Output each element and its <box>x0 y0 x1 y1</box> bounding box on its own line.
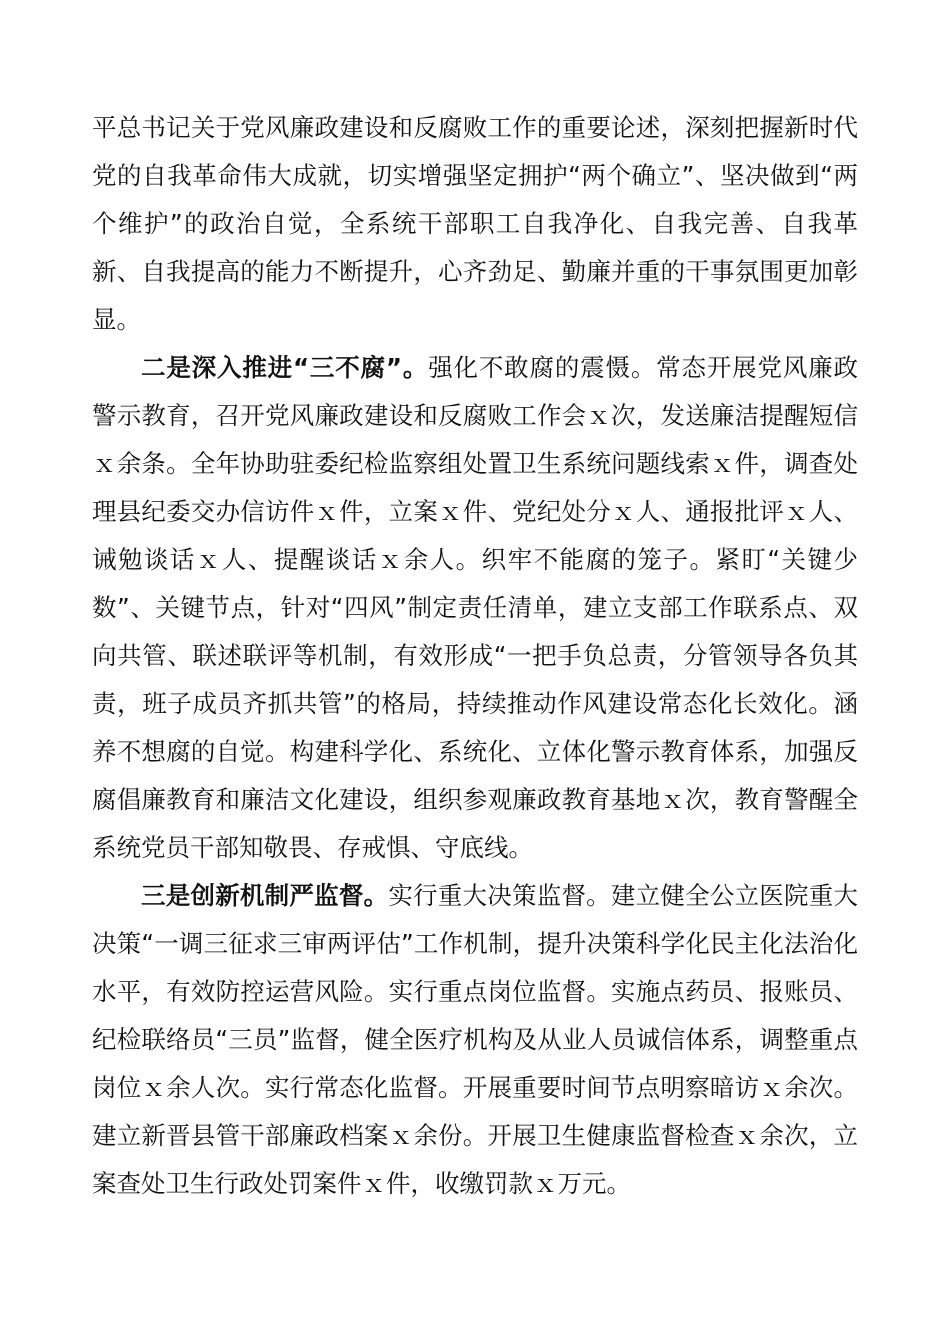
paragraph-2-text: 强化不敢腐的震慑。常态开展党风廉政警示教育，召开党风廉政建设和反腐败工作会ｘ次，发送廉洁提醒短信ｘ余条。全年协助驻委纪检监察组处置卫生系统问题线索ｘ件，调查处理县纪委交办信访件ｘ件，立案ｘ件、党纪处分ｘ人、通报批评ｘ人、诫勉谈话ｘ人、提醒谈话ｘ余人。织牢不能腐的笼子。紧盯“关键少数”、关键节点，针对“四风”制定责任清单，建立支部工作联系点、双向共管、联述联评等机制，有效形成“一把手负总责，分管领导各负其责，班子成员齐抓共管”的格局，持续推动作风建设常态化长效化。涵养不想腐的自觉。构建科学化、系统化、立体化警示教育体系，加强反腐倡廉教育和廉洁文化建设，组织参观廉政教育基地ｘ次，教育警醒全系统党员干部知敬畏、存戒惧、守底线。 <box>92 353 858 862</box>
paragraph-continuation <box>92 104 858 344</box>
paragraph-3-heading: 三是创新机制严监督。 <box>141 881 389 910</box>
paragraph-2-heading: 二是深入推进“三不腐”。 <box>141 353 429 382</box>
paragraph-3-text: 实行重大决策监督。建立健全公立医院重大决策“一调三征求三审两评估”工作机制，提升决策科学化民主化法治化水平，有效防控运营风险。实行重点岗位监督。实施点药员、报账员、纪检联络员“三员”监督，健全医疗机构及从业人员诚信体系，调整重点岗位ｘ余人次。实行常态化监督。开展重要时间节点明察暗访ｘ余次。建立新晋县管干部廉政档案ｘ余份。开展卫生健康监督检查ｘ余次，立案查处卫生行政处罚案件ｘ件，收缴罚款ｘ万元。 <box>92 881 859 1198</box>
document-body <box>92 104 858 1208</box>
paragraph-supervision-mechanism <box>92 872 858 1208</box>
paragraph-1-text: 平总书记关于党风廉政建设和反腐败工作的重要论述，深刻把握新时代党的自我革命伟大成就，切实增强坚定拥护“两个确立”、坚决做到“两个维护”的政治自觉，全系统干部职工自我净化、自我完善、自我革新、自我提高的能力不断提升，心齐劲足、勤廉并重的干事氛围更加彰显。 <box>92 113 858 334</box>
paragraph-three-no-corruption <box>92 344 858 872</box>
